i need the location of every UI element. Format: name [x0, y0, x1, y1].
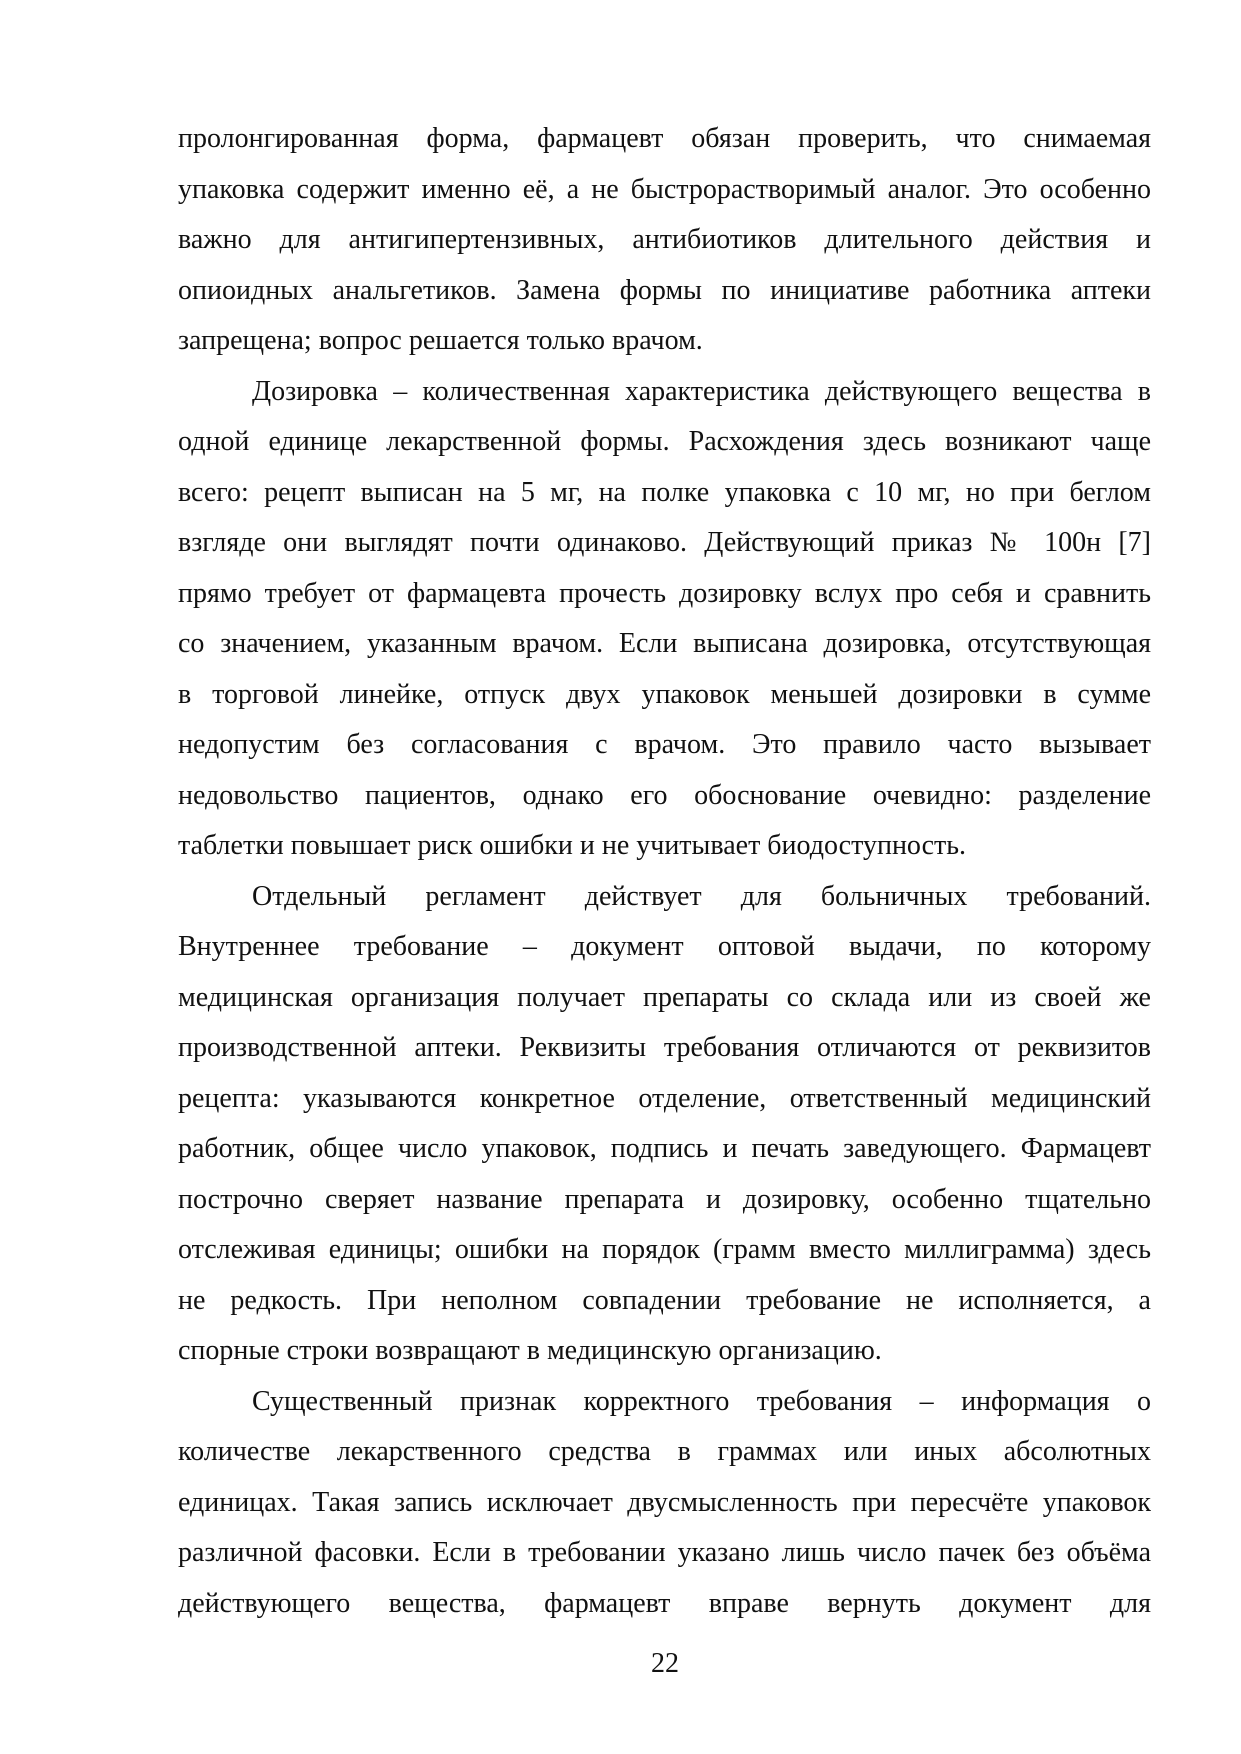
text-line: Существенный признак корректного требования – информация о	[252, 1385, 1151, 1417]
paragraph	[178, 1377, 1151, 1630]
text-line: в торговой линейке, отпуск двух упаковок меньшей дозировки в сумме	[178, 678, 1151, 710]
text-line: не редкость. При неполном совпадении требование не исполняется, а	[178, 1284, 1151, 1316]
text-line: прямо требует от фармацевта прочесть дозировку вслух про себя и сравнить	[178, 577, 1151, 609]
text-line: упаковка содержит именно её, а не быстрорастворимый аналог. Это особенно	[178, 173, 1151, 205]
text-line: Внутреннее требование – документ оптовой выдачи, по которому	[178, 931, 1151, 962]
page-body	[178, 114, 1151, 1629]
paragraph	[178, 872, 1151, 1377]
text-line: медицинская организация получает препараты со склада или из своей же	[178, 981, 1151, 1013]
text-line: всего: рецепт выписан на 5 мг, на полке упаковка с 10 мг, но при беглом	[178, 476, 1151, 508]
text-line: рецепта: указываются конкретное отделение, ответственный медицинский	[178, 1082, 1151, 1114]
text-line: Дозировка – количественная характеристика действующего вещества в	[252, 375, 1151, 407]
text-line: одной единице лекарственной формы. Расхождения здесь возникают чаще	[178, 426, 1151, 457]
text-line: производственной аптеки. Реквизиты требования отличаются от реквизитов	[178, 1032, 1151, 1063]
text-line: спорные строки возвращают в медицинскую организацию.	[178, 1335, 882, 1366]
text-line: пролонгированная форма, фармацевт обязан проверить, что снимаемая	[178, 123, 1151, 154]
text-line: различной фасовки. Если в требовании указано лишь число пачек без объёма	[178, 1537, 1151, 1568]
text-line: со значением, указанным врачом. Если выписана дозировка, отсутствующая	[178, 628, 1151, 659]
text-line: опиоидных анальгетиков. Замена формы по инициативе работника аптеки	[178, 274, 1151, 306]
paragraph	[178, 114, 1151, 367]
text-line: важно для антигипертензивных, антибиотиков длительного действия и	[178, 224, 1151, 255]
text-line: действующего вещества, фармацевт вправе вернуть документ для	[178, 1587, 1151, 1619]
text-line: отслеживая единицы; ошибки на порядок (грамм вместо миллиграмма) здесь	[178, 1234, 1151, 1265]
text-line: построчно сверяет название препарата и дозировку, особенно тщательно	[178, 1183, 1151, 1215]
text-line: запрещена; вопрос решается только врачом.	[178, 325, 703, 356]
text-line: единицах. Такая запись исключает двусмысленность при пересчёте упаковок	[178, 1486, 1151, 1518]
paragraph	[178, 367, 1151, 872]
text-line: взгляде они выглядят почти одинаково. Действующий приказ № 100н [7]	[178, 527, 1151, 558]
text-line: недовольство пациентов, однако его обоснование очевидно: разделение	[178, 779, 1151, 811]
text-line: количестве лекарственного средства в граммах или иных абсолютных	[178, 1436, 1151, 1467]
text-line: таблетки повышает риск ошибки и не учитывает биодоступность.	[178, 830, 967, 861]
text-line: Отдельный регламент действует для больничных требований.	[252, 880, 1151, 912]
text-line: недопустим без согласования с врачом. Это правило часто вызывает	[178, 729, 1151, 760]
text-line: работник, общее число упаковок, подпись и печать заведующего. Фармацевт	[178, 1133, 1151, 1164]
page-number: 22	[651, 1648, 679, 1679]
